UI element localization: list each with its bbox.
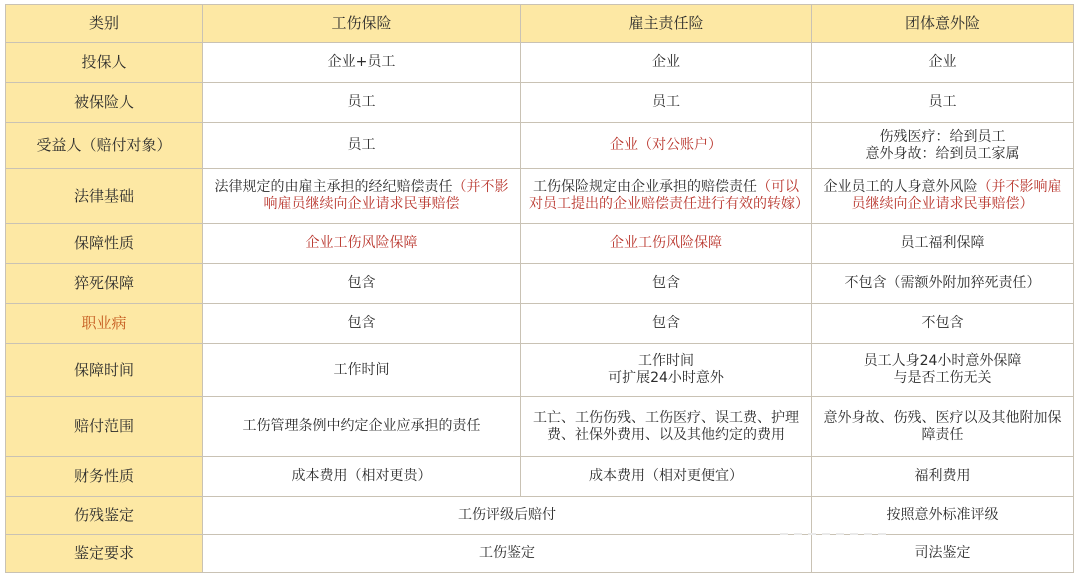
row-label-occupational-disease: 职业病 [6, 304, 203, 344]
cell-coverage-time-col3 [812, 344, 1074, 397]
legal-basis-col1-main: 法律规定的由雇主承担的经纪赔偿责任 [214, 179, 453, 195]
beneficiary-col3-line1: 伤残医疗：给到员工 [879, 128, 1006, 145]
table-row [6, 123, 1074, 169]
beneficiary-col3-line2: 意外身故：给到员工家属 [865, 145, 1020, 162]
cell-occupational-col2: 包含 [521, 304, 812, 344]
cell-legal-basis-col2 [521, 169, 812, 224]
cell-finance-col1: 成本费用（相对更贵） [203, 457, 521, 497]
table-row [6, 169, 1074, 224]
header-work-injury-insurance: 工伤保险 [203, 5, 521, 43]
row-label-legal-basis: 法律基础 [6, 169, 203, 224]
cell-nature-col2: 企业工伤风险保障 [521, 224, 812, 264]
header-category: 类别 [6, 5, 203, 43]
table-row [6, 457, 1074, 497]
cell-occupational-col3: 不包含 [812, 304, 1074, 344]
row-label-nature: 保障性质 [6, 224, 203, 264]
table-row [6, 224, 1074, 264]
row-label-finance: 财务性质 [6, 457, 203, 497]
header-row [6, 5, 1074, 43]
row-label-insured: 被保险人 [6, 83, 203, 123]
cell-policyholder-col2: 企业 [521, 43, 812, 83]
row-label-scope: 赔付范围 [6, 397, 203, 457]
faint-watermark [780, 520, 900, 526]
coverage-time-col3-line2: 与是否工伤无关 [893, 370, 992, 386]
table-row [6, 397, 1074, 457]
legal-basis-col3-main: 企业员工的人身意外风险 [823, 179, 978, 195]
table-row [6, 304, 1074, 344]
cell-nature-col3: 员工福利保障 [812, 224, 1074, 264]
legal-basis-col2-main: 工伤保险规定由企业承担的赔偿责任 [533, 179, 757, 195]
header-group-accident-insurance: 团体意外险 [812, 5, 1074, 43]
cell-scope-col1: 工伤管理条例中约定企业应承担的责任 [203, 397, 521, 457]
cell-insured-col2: 员工 [521, 83, 812, 123]
legal-basis-col1-note: （并不影响雇员继续向企业请求民事赔偿 [263, 179, 509, 212]
table-row [6, 497, 1074, 535]
coverage-time-col2-line2: 可扩展24小时意外 [608, 370, 724, 386]
row-label-appraisal-requirement: 鉴定要求 [6, 535, 203, 573]
cell-sudden-death-col3: 不包含（需额外附加猝死责任） [812, 264, 1074, 304]
row-label-disability-appraisal: 伤残鉴定 [6, 497, 203, 535]
table-row [6, 535, 1074, 573]
cell-insured-col1: 员工 [203, 83, 521, 123]
coverage-time-col2-line1: 工作时间 [638, 353, 694, 369]
table-row [6, 344, 1074, 397]
legal-basis-col3-note: （并不影响雇员继续向企业请求民事赔偿） [851, 179, 1062, 212]
cell-disability-col3: 按照意外标准评级 [812, 497, 1074, 535]
table-row [6, 43, 1074, 83]
cell-legal-basis-col1 [203, 169, 521, 224]
row-label-sudden-death: 猝死保障 [6, 264, 203, 304]
cell-legal-basis-col3 [812, 169, 1074, 224]
header-employer-liability-insurance: 雇主责任险 [521, 5, 812, 43]
table-row [6, 83, 1074, 123]
cell-scope-col3: 意外身故、伤残、医疗以及其他附加保障责任 [812, 397, 1074, 457]
cell-sudden-death-col1: 包含 [203, 264, 521, 304]
row-label-beneficiary: 受益人（赔付对象） [6, 123, 203, 169]
cell-appraisal-col12: 工伤鉴定 [203, 535, 812, 573]
cell-insured-col3: 员工 [812, 83, 1074, 123]
cell-policyholder-col3: 企业 [812, 43, 1074, 83]
coverage-time-col3-line1: 员工人身24小时意外保障 [863, 353, 1022, 369]
row-label-coverage-time: 保障时间 [6, 344, 203, 397]
cell-beneficiary-col2: 企业（对公账户） [521, 123, 812, 169]
legal-basis-col2-note: （可以对员工提出的企业赔偿责任进行有效的转嫁） [529, 179, 809, 212]
cell-occupational-col1: 包含 [203, 304, 521, 344]
insurance-comparison-table [5, 4, 1074, 573]
cell-finance-col3: 福利费用 [812, 457, 1074, 497]
cell-sudden-death-col2: 包含 [521, 264, 812, 304]
cell-appraisal-col3: 司法鉴定 [812, 535, 1074, 573]
cell-disability-col12: 工伤评级后赔付 [203, 497, 812, 535]
cell-beneficiary-col3 [812, 123, 1074, 169]
table-row [6, 264, 1074, 304]
cell-scope-col2: 工亡、工伤伤残、工伤医疗、误工费、护理费、社保外费用、以及其他约定的费用 [521, 397, 812, 457]
cell-beneficiary-col1: 员工 [203, 123, 521, 169]
cell-coverage-time-col1: 工作时间 [203, 344, 521, 397]
cell-nature-col1: 企业工伤风险保障 [203, 224, 521, 264]
row-label-policyholder: 投保人 [6, 43, 203, 83]
cell-coverage-time-col2 [521, 344, 812, 397]
cell-policyholder-col1: 企业+员工 [203, 43, 521, 83]
cell-finance-col2: 成本费用（相对更便宜） [521, 457, 812, 497]
